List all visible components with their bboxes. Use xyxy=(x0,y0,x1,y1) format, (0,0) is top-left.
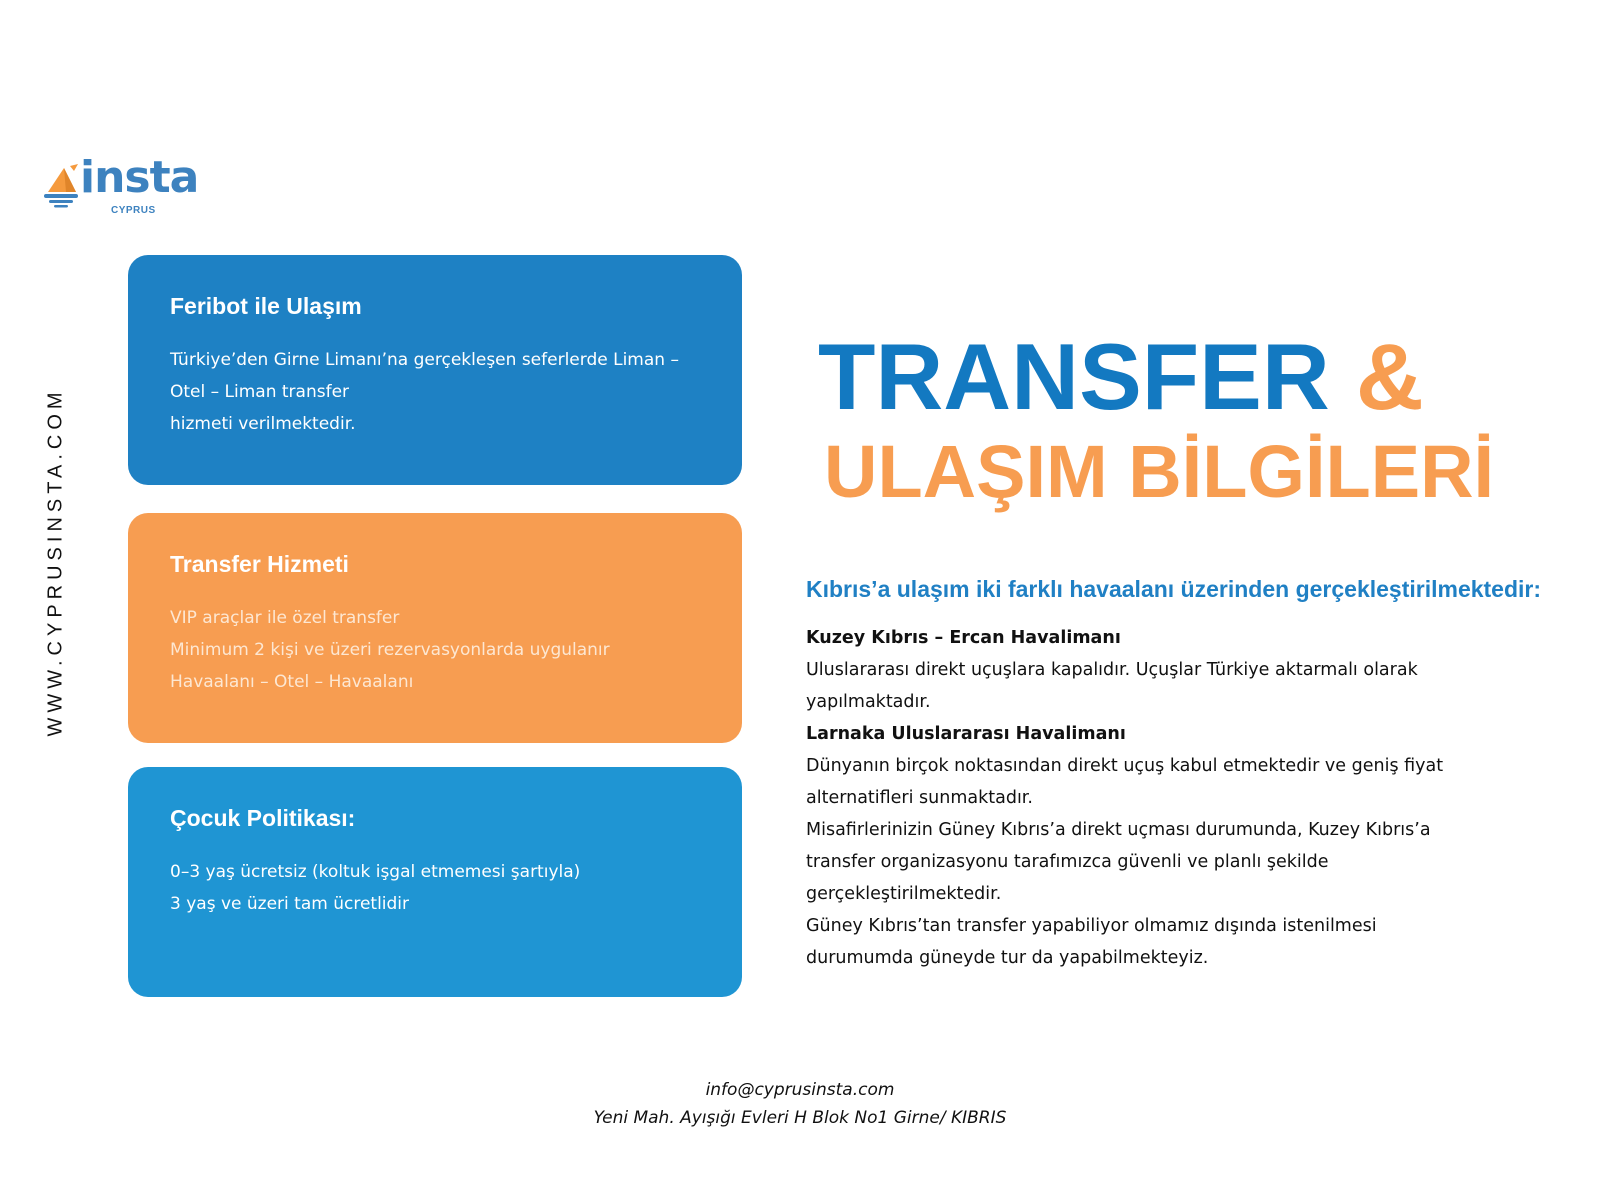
info-line: alternatifleri sunmaktadır. xyxy=(806,788,1033,808)
card-transfer-line: Havaalanı – Otel – Havaalanı xyxy=(170,672,414,692)
card-ferry-line: Otel – Liman transfer xyxy=(170,382,350,402)
card-transfer-title: Transfer Hizmeti xyxy=(170,551,349,577)
info-line: Dünyanın birçok noktasından direkt uçuş kabul etmektedir ve geniş fiyat xyxy=(806,756,1444,776)
intro-heading: Kıbrıs’a ulaşım iki farklı havaalanı üzerinden gerçekleştirilmektedir: xyxy=(806,576,1542,602)
title-ampersand: & xyxy=(1355,324,1424,429)
card-transfer-service xyxy=(128,513,742,743)
title-transfer-word: TRANSFER xyxy=(818,324,1330,429)
logo xyxy=(44,152,204,220)
logo-sail-icon xyxy=(44,164,80,208)
footer-email: info@cyprusinsta.com xyxy=(705,1080,895,1100)
card-ferry-line: Türkiye’den Girne Limanı’na gerçekleşen seferlerde Liman – xyxy=(170,350,679,370)
card-child-policy xyxy=(128,767,742,997)
info-line: gerçekleştirilmektedir. xyxy=(806,884,1002,904)
logo-wordmark: insta xyxy=(80,152,199,203)
card-child-title: Çocuk Politikası: xyxy=(170,805,356,831)
page-title-line-2: ULAŞIM BİLGİLERİ xyxy=(824,430,1495,513)
airport-larnaka-title: Larnaka Uluslararası Havalimanı xyxy=(806,724,1126,744)
info-line: Misafirlerinizin Güney Kıbrıs’a direkt uçması durumunda, Kuzey Kıbrıs’a xyxy=(806,820,1431,840)
page-title-line-1 xyxy=(818,324,1424,429)
info-line: Uluslararası direkt uçuşlara kapalıdır. Uçuşlar Türkiye aktarmalı olarak xyxy=(806,660,1418,680)
info-line: durumumda güneyde tur da yapabilmekteyiz. xyxy=(806,948,1209,968)
card-child-line: 0–3 yaş ücretsiz (koltuk işgal etmemesi şartıyla) xyxy=(170,862,581,882)
card-child-line: 3 yaş ve üzeri tam ücretlidir xyxy=(170,894,410,914)
card-ferry-line: hizmeti verilmektedir. xyxy=(170,414,356,434)
card-transfer-line: VIP araçlar ile özel transfer xyxy=(170,608,400,628)
info-line: yapılmaktadır. xyxy=(806,692,931,712)
card-transfer-line: Minimum 2 kişi ve üzeri rezervasyonlarda uygulanır xyxy=(170,640,610,660)
card-ferry xyxy=(128,255,742,485)
footer-address: Yeni Mah. Ayışığı Evleri H Blok No1 Girne/ KIBRIS xyxy=(593,1108,1007,1128)
airport-ercan-title: Kuzey Kıbrıs – Ercan Havalimanı xyxy=(806,628,1121,648)
card-ferry-title: Feribot ile Ulaşım xyxy=(170,293,362,319)
info-line: Güney Kıbrıs’tan transfer yapabiliyor olmamız dışında istenilmesi xyxy=(806,916,1377,936)
vertical-website-url: WWW.CYPRUSINSTA.COM xyxy=(44,387,67,737)
info-line: transfer organizasyonu tarafımızca güvenli ve planlı şekilde xyxy=(806,852,1329,872)
logo-subtitle: CYPRUS xyxy=(111,205,156,216)
airport-info xyxy=(806,622,1466,974)
